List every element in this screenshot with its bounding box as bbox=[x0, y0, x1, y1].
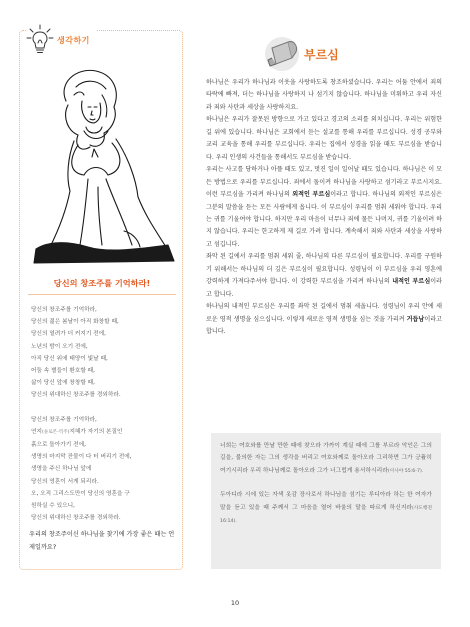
poem-line-start: 연지 bbox=[31, 428, 42, 435]
body-text bbox=[206, 77, 442, 339]
poem-line: 생명의 마지막 잔물이 다 터 버리기 전에, bbox=[31, 454, 132, 461]
paragraph: 하나님의 내적인 부르심은 우리를 좌악 된 길에서 멈춰 세웁니다. 성령님이 우리 안에 새로운 영적 생명을 심으십니다. 이렇게 새로운 영적 생명을 심는 것을 가리켜 거듭남이라고 합니다. bbox=[206, 303, 442, 336]
poem-line: 당신의 영혼이 서게 되리라. bbox=[31, 478, 99, 485]
poem-line: 당신의 위대하신 창조주를 경외하라. bbox=[31, 515, 121, 522]
poem-line: 노년의 밤이 오기 전에, bbox=[31, 343, 88, 350]
poem-line: 오, 오직 그리스도만이 당신의 영혼을 구 bbox=[31, 490, 130, 497]
trumpet-scroll-icon bbox=[262, 36, 302, 72]
poem-line-rest: 지혜가 자기의 본질인 bbox=[69, 428, 123, 435]
scripture-quote: 두아디라 시에 있는 자색 옷감 장사로서 하나님을 섬기는 루디아라 하는 한 여자가 말을 듣고 있을 때 주께서 그 마음을 열어 바울의 말을 따르게 하신지라(사도행전 16:14). bbox=[220, 492, 432, 525]
poem-line: 어둠 속 별들이 환호할 때, bbox=[31, 368, 95, 375]
emphasis-inner-calling: 내적인 부르심 bbox=[392, 278, 431, 286]
page-number: 10 bbox=[230, 599, 240, 607]
section-header bbox=[262, 36, 339, 72]
sidebar-box bbox=[19, 30, 183, 570]
poem-line: 당신의 젊은 봄날이 아직 화창할 때, bbox=[31, 319, 119, 326]
reflection-question: 우리의 창조주이신 하나님을 찾기에 가장 좋은 때는 언제일까요? bbox=[29, 531, 175, 551]
paragraph: 하나님은 우리가 하나님과 이웃을 사랑하도록 창조하셨습니다. 우리는 어둠 안에서 죄의 타락에 빠져, 더는 하나님을 사랑하지 나 섬기지 않습니다. 하나님을 미워하고 우리 자신과 죄와 사탄과 세상을 사랑하지요. bbox=[206, 79, 442, 111]
poem-line: 삶이 당신 앞에 창창할 때, bbox=[31, 380, 95, 387]
poem-line: 당신의 열려가 더 커지기 전에, bbox=[31, 331, 106, 338]
poem bbox=[31, 304, 179, 524]
poem-note: (솔로몬-역주) bbox=[42, 429, 70, 435]
scripture-quote-box bbox=[211, 433, 441, 569]
section-title: 부르심 bbox=[304, 47, 339, 62]
scripture-reference: (이사야 55:6-7). bbox=[387, 468, 424, 474]
praying-girl-illustration bbox=[28, 61, 178, 269]
scripture-quote: 너희는 여호와를 만날 만한 때에 찾으라 가까이 계실 때에 그를 부르라 악인은 그의 길을, 불의한 자는 그의 생각을 버리고 여호와께로 돌아오라 그리하면 그가 긍휼히 여기시리라 우리 하나님께로 돌아오라 그가 너그럽게 용서하시리라(이사야 55:6-7). bbox=[220, 443, 432, 474]
poem-line: 아직 당신 위에 태양이 빛날 때, bbox=[31, 355, 108, 362]
poem-line: 당신의 창조주를 기억하라, bbox=[31, 416, 97, 423]
poem-line: 원하실 수 있으니, bbox=[31, 503, 75, 510]
poem-line: 생명을 주신 하나님 앞에 bbox=[31, 466, 92, 473]
paragraph: 하나님은 우리가 잘못된 방향으로 가고 있다고 경고의 소리를 외치십니다. 우리는 위험한 길 위에 있습니다. 하나님은 교회에서 듣는 설교를 통해 우리를 부르십니다. 성경 공부와 교리 교육을 통해 우리를 부르십니다. 우리는 집에서 성경을 읽을 때도 부르심을 받습니다. 우리 인생의 사건들을 통해서도 부르심을 받습니다. bbox=[206, 116, 442, 161]
emphasis-outer-calling: 외적인 부르심 bbox=[292, 191, 331, 199]
scripture-reference: (사도행전 16:14). bbox=[220, 505, 432, 525]
emphasis-rebirth: 거듭남 bbox=[406, 315, 425, 323]
think-header bbox=[26, 23, 96, 57]
poem-line bbox=[31, 426, 179, 439]
poem-line: 당신의 위대하신 창조주를 경외하라. bbox=[31, 392, 121, 399]
paragraph: 좌악 된 길에서 우리를 멈춰 세워 줄, 하나님의 다른 부르심이 필요합니다. 우리를 구원하기 위해서는 하나님의 더 깊은 부르심이 필요합니다. 성령님이 이 부르심을 우리 영혼에 강력하게 가져다주셔야 합니다. 이 강력한 부르심을 가리켜 하나님의 내적인 부르심이라고 합니다. bbox=[206, 253, 442, 298]
divider bbox=[28, 294, 176, 295]
poem-line: 당신의 창조주를 기억하라, bbox=[31, 307, 97, 313]
poem-title: 당신의 창조주를 기억하라! bbox=[53, 278, 151, 288]
paragraph: 우리는 사고를 당하거나 아플 때도 있고, 멋진 일이 일어날 때도 있습니다. 하나님은 이 모든 방법으로 우리를 부르십니다. 죄에서 돌이켜 하나님을 사랑하고 섬기라고 부르시지요. 이런 부르심을 가리켜 하나님의 외적인 부르심이라고 합니다. 하나님의 외적인 부르심은 그분의 말씀을 듣는 모든 사람에게 옵니다. 이 부르심이 우리를 멈춰 세워야 합니다. 우리는 귀를 기울여야 합니다. 하지만 우리 마음이 너무나 죄에 물든 나머지, 귀를 기울이려 하지 않습니다. 우리는 한고하게 제 길로 가려 합니다. 계속해서 죄와 사탄과 세상을 사랑하고 섬깁니다. bbox=[206, 166, 442, 248]
lightbulb-icon bbox=[26, 23, 54, 57]
think-label: 생각하기 bbox=[57, 35, 90, 45]
poem-line: 흙으로 돌아가기 전에, bbox=[31, 442, 86, 449]
